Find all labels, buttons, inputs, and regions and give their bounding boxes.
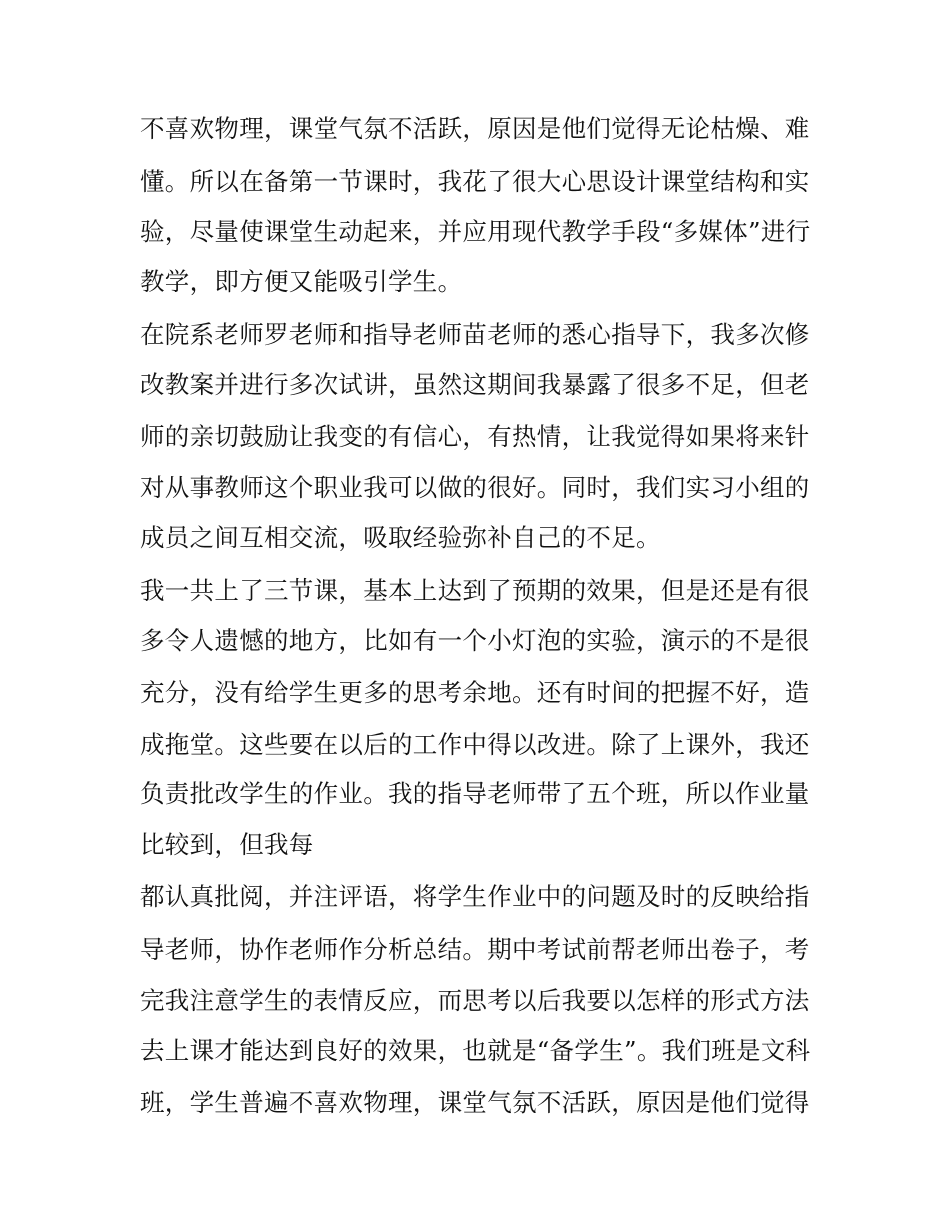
text-line: 我一共上了三节课，基本上达到了预期的效果，但是还是有很 [140,576,810,605]
text-line: 去上课才能达到良好的效果，也就是“备学生”。我们班是文科 [140,1036,811,1065]
text-line: 导老师，协作老师作分析总结。期中考试前帮老师出卷子，考 [140,935,810,964]
text-line: 不喜欢物理，课堂气氛不活跃，原因是他们觉得无论枯燥、难 [140,114,810,143]
text-line: 验，尽量使课堂生动起来，并应用现代教学手段“多媒体”进行 [140,217,811,246]
text-line: 成拖堂。这些要在以后的工作中得以改进。除了上课外，我还 [140,730,810,759]
text-line: 充分，没有给学生更多的思考余地。还有时间的把握不好，造 [140,678,810,707]
text-line: 完我注意学生的表情反应，而思考以后我要以怎样的形式方法 [140,986,810,1015]
text-line: 比较到，但我每 [140,830,314,859]
text-line: 改教案并进行多次试讲，虽然这期间我暴露了很多不足，但老 [140,370,810,399]
text-line: 在院系老师罗老师和指导老师苗老师的悉心指导下，我多次修 [140,320,810,349]
text-line: 成员之间互相交流，吸取经验弥补自己的不足。 [140,523,661,552]
text-line: 懂。所以在备第一节课时，我花了很大心思设计课堂结构和实 [140,167,810,196]
text-line: 负责批改学生的作业。我的指导老师带了五个班，所以作业量 [140,779,810,808]
text-line: 多令人遗憾的地方，比如有一个小灯泡的实验，演示的不是很 [140,626,810,655]
text-line: 教学，即方便又能吸引学生。 [140,267,463,296]
text-line: 都认真批阅，并注评语，将学生作业中的问题及时的反映给指 [140,882,810,911]
text-line: 师的亲切鼓励让我变的有信心，有热情，让我觉得如果将来针 [140,422,810,451]
text-line: 对从事教师这个职业我可以做的很好。同时，我们实习小组的 [140,473,810,502]
text-line: 班，学生普遍不喜欢物理，课堂气氛不活跃，原因是他们觉得 [140,1088,810,1117]
